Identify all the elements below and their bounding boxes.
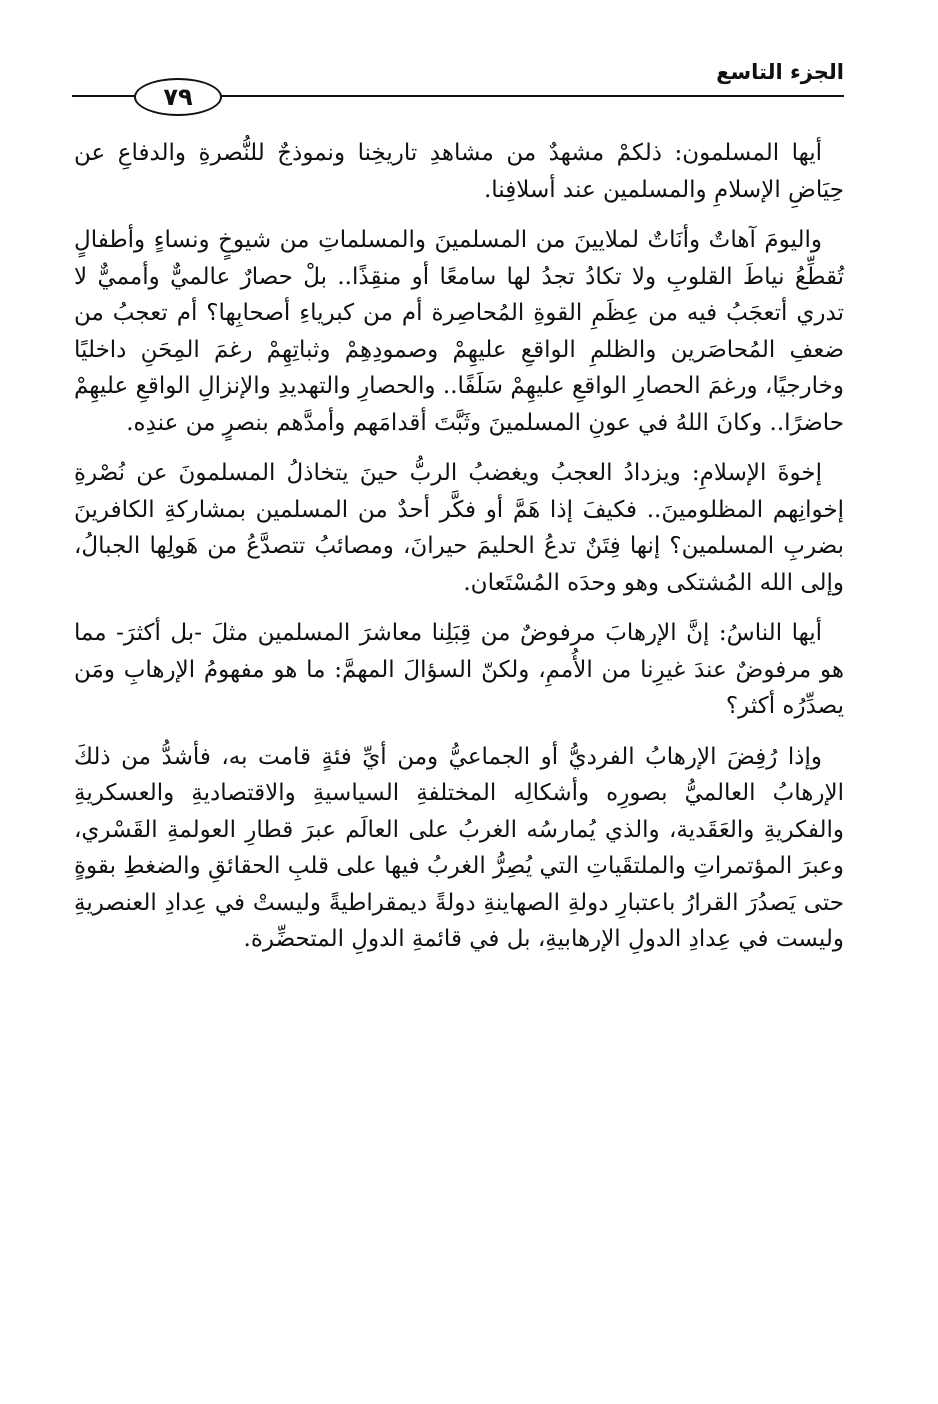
paragraph-2: واليومَ آهاتٌ وأنَاتٌ لملايينَ من المسلمينَ والمسلماتِ من شيوخٍ ونساءٍ وأطفالٍ تُقطِّعُ نياطَ القلوبِ ولا تكادُ تجدُ لها سامعًا أو منقِذًا.. بلْ حصارٌ عالميٌّ وأمميٌّ لا تدري أتعجَبُ فيه من عِظَمِ القوةِ المُحاصِرة أم من كبرياءِ أصحابِها؟ أم تعجبُ من ضعفِ المُحاصَرين والظلمِ الواقعِ عليهِمْ وصمودِهِمْ وثباتِهِمْ رغمَ المِحَنِ داخليًا وخارجيًا، ورغمَ الحصارِ الواقعِ عليهِمْ سَلَفًا.. والحصارِ والتهديدِ والإنزالِ الواقعِ عليهِمْ حاضرًا.. وكانَ اللهُ في عونِ المسلمينَ وثَبَّتَ أقدامَهم وأمدَّهم بنصرٍ من عندِه.	[74, 227, 844, 436]
paragraph-4: أيها الناسُ: إنَّ الإرهابَ مرفوضٌ من قِبَلِنا معاشرَ المسلمين مثلَ -بل أكثرَ- مما هو مرفوضٌ عندَ غيرِنا من الأُممِ، ولكنّ السؤالَ المهمَّ: ما هو مفهومُ الإرهابِ ومَن يصدِّرُه أكثر؟	[74, 620, 844, 719]
page-body	[74, 135, 844, 972]
page-number-badge: ٧٩	[134, 78, 222, 116]
volume-title: الجزء التاسع	[716, 60, 844, 84]
paragraph-3: إخوةَ الإسلامِ: ويزدادُ العجبُ ويغضبُ الربُّ حينَ يتخاذلُ المسلمونَ عن نُصْرةِ إخوانِهم المظلومينَ.. فكيفَ إذا هَمَّ أو فكَّر أحدٌ من المسلمين بمشاركةِ الكافرينَ بضربِ المسلمين؟ إنها فِتَنٌ تدعُ الحليمَ حيرانَ، ومصائبُ تتصدَّعُ من هَولِها الجبالُ، وإلى الله المُشتكى وهو وحدَه المُسْتَعان.	[74, 460, 844, 596]
paragraph-1: أيها المسلمون: ذلكمْ مشهدٌ من مشاهدِ تاريخِنا ونموذجٌ للنُّصرةِ والدفاعِ عن حِيَاضِ الإسلامِ والمسلمين عند أسلافِنا.	[74, 140, 844, 203]
paragraph-5: وإذا رُفِضَ الإرهابُ الفرديُّ أو الجماعيُّ ومن أيِّ فئةٍ قامت به، فأشدُّ من ذلكَ الإرهابُ العالميُّ بصورِه وأشكالِه المختلفةِ السياسيةِ والاقتصاديةِ والعسكريةِ والفكريةِ والعَقَدية، والذي يُمارسُه الغربُ على العالَم عبرَ قطارِ العولمةِ القَسْري، وعبرَ المؤتمراتِ والملتقَياتِ التي يُصِرُّ الغربُ فيها على قلبِ الحقائقِ والضغطِ بقوةٍ حتى يَصدُرَ القرارُ باعتبارِ دولةِ الصهاينةِ دولةً ديمقراطيةً وليستْ في عِدادِ العنصريةِ وليست في عِدادِ الدولِ الإرهابيةِ، بل في قائمةِ الدولِ المتحضِّرة.	[74, 743, 844, 952]
page-header	[72, 56, 844, 116]
